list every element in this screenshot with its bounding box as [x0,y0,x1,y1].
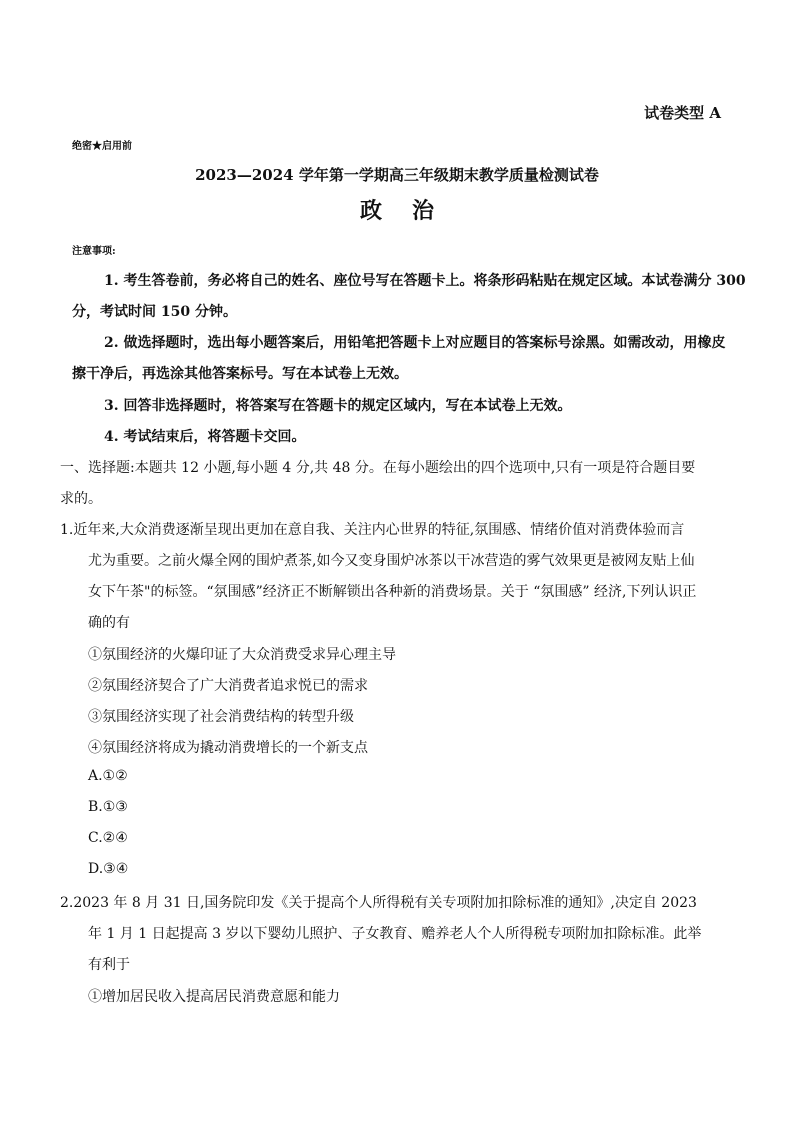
notice-line: 分，考试时间 150 分钟。 [72,304,237,320]
question-1-statement: ④氛围经济将成为撬动消费增长的一个新支点 [88,740,368,756]
notice-line: 4. 考试结束后，将答题卡交回。 [104,429,306,445]
question-2-stem: 年 1 月 1 日起提高 3 岁以下婴幼儿照护、子女教育、赡养老人个人所得税专项附加扣除标准。此举 [88,926,702,942]
question-1-stem: 1.近年来,大众消费逐渐呈现出更加在意自我、关注内心世界的特征,氛围感、情绪价值对消费体验而言 [60,522,685,538]
notice-line: 1. 考生答卷前，务必将自己的姓名、座位号写在答题卡上。将条形码粘贴在规定区域。本试卷满分 300 [104,273,746,289]
question-1-option-b: B.①③ [88,799,128,815]
subject-title: 政治 [359,198,464,224]
section-heading-cont: 求的。 [60,491,102,507]
question-1-statement: ③氛围经济实现了社会消费结构的转型升级 [88,709,354,725]
notice-line: 3. 回答非选择题时，将答案写在答题卡的规定区域内，写在本试卷上无效。 [104,398,572,414]
question-1-statement: ②氛围经济契合了广大消费者追求悦已的需求 [88,678,368,694]
notice-line: 2. 做选择题时，选出每小题答案后，用铅笔把答题卡上对应题目的答案标号涂黑。如需改动，用橡皮 [104,335,726,351]
question-1-statement: ①氛围经济的火爆印证了大众消费受求异心理主导 [88,647,396,663]
question-1-option-c: C.②④ [88,830,128,846]
question-1-stem: 尤为重要。之前火爆全网的围炉煮茶,如今又变身围炉冰茶以干冰营造的雾气效果更是被网友贴上仙 [88,553,695,569]
question-1-stem: 确的有 [88,615,130,631]
question-1-option-a: A.①② [88,768,128,784]
question-1-stem: 女下午茶"的标签。“氛围感”经济正不断解锁出各种新的消费场景。关于 “氛围感” 经济,下列认识正 [88,584,697,600]
notice-line: 擦干净后，再选涂其他答案标号。写在本试卷上无效。 [72,366,408,382]
question-1-option-d: D.③④ [88,861,129,877]
paper-type-label: 试卷类型 A [644,104,721,122]
exam-title: 2023—2024 学年第一学期高三年级期末教学质量检测试卷 [195,166,599,184]
notice-heading: 注意事项: [72,246,116,257]
secret-mark: 绝密★启用前 [72,141,132,152]
question-2-stem: 有利于 [88,957,130,973]
question-2-statement: ①增加居民收入提高居民消费意愿和能力 [88,989,340,1005]
section-heading: 一、选择题:本题共 12 小题,每小题 4 分,共 48 分。在每小题绘出的四个选项中,只有一项是符合题目要 [60,460,696,476]
question-2-stem: 2.2023 年 8 月 31 日,国务院印发《关于提高个人所得税有关专项附加扣除标准的通知》,决定自 2023 [60,895,697,911]
